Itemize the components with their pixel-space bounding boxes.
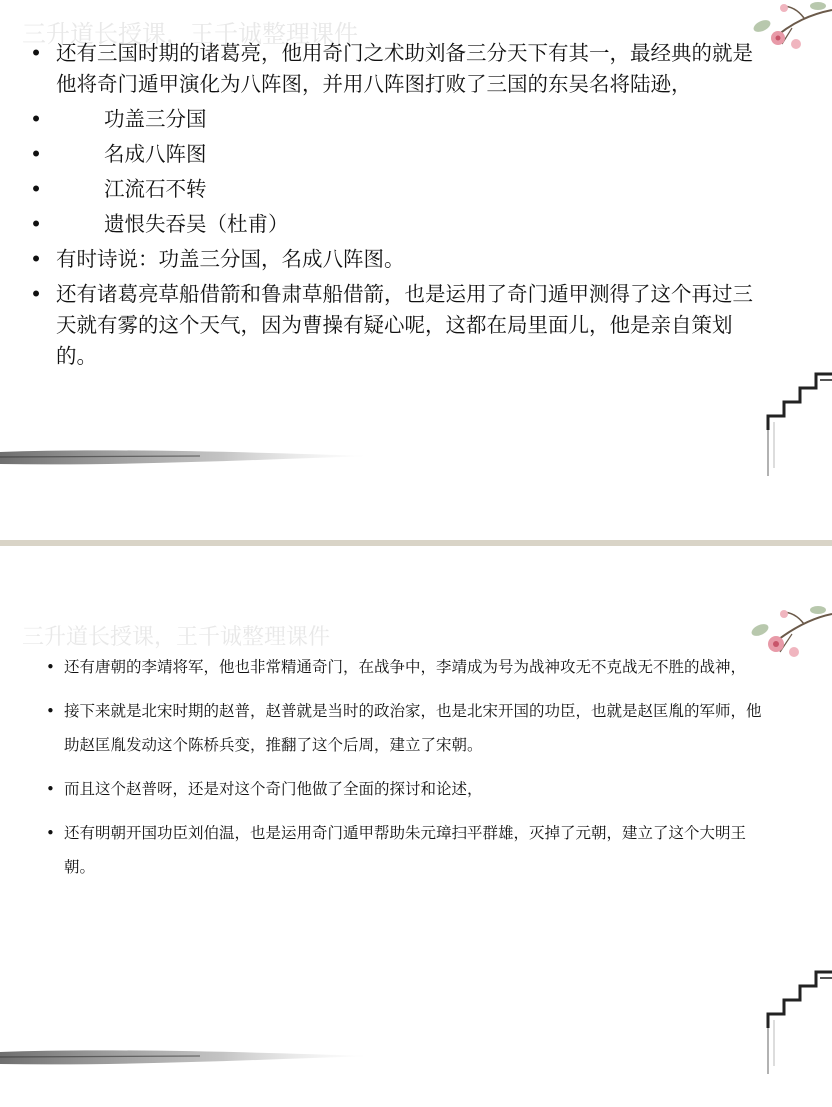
ink-brush-stroke-icon bbox=[0, 444, 370, 470]
bullet-list bbox=[30, 38, 770, 376]
bullet-list bbox=[46, 650, 766, 894]
bullet-dot: • bbox=[30, 212, 43, 236]
bullet-dot: • bbox=[30, 282, 43, 306]
bullet-item bbox=[46, 816, 766, 884]
bullet-text: 而且这个赵普呀，还是对这个奇门他做了全面的探讨和论述， bbox=[64, 780, 483, 798]
slide-2 bbox=[0, 546, 832, 1107]
bullet-item bbox=[30, 244, 770, 275]
bullet-item bbox=[30, 38, 770, 100]
bullet-item bbox=[30, 279, 770, 372]
bullet-dot: • bbox=[46, 780, 55, 798]
watermark-text: 三升道长授课，王千诚整理课件 bbox=[22, 625, 331, 650]
bullet-dot: • bbox=[46, 702, 55, 720]
bullet-item bbox=[30, 174, 770, 205]
bullet-item bbox=[30, 104, 770, 135]
bullet-item bbox=[46, 650, 766, 684]
bullet-item bbox=[30, 139, 770, 170]
bullet-text: 有时诗说：功盖三分国，名成八阵图。 bbox=[56, 247, 405, 271]
bullet-dot: • bbox=[30, 177, 43, 201]
slide-1 bbox=[0, 0, 832, 540]
bullet-dot: • bbox=[46, 658, 55, 676]
bullet-dot: • bbox=[30, 41, 43, 65]
bullet-item bbox=[46, 694, 766, 762]
bullet-dot: • bbox=[46, 824, 55, 842]
bullet-text: 接下来就是北宋时期的赵普，赵普就是当时的政治家，也是北宋开国的功臣，也就是赵匡胤的军师，他助赵匡胤发动这个陈桥兵变，推翻了这个后周，建立了宋朝。 bbox=[64, 702, 762, 754]
watermark-text: 三升道长授课，王千诚整理课件 bbox=[22, 20, 358, 48]
bullet-text: 遗恨失吞吴（杜甫） bbox=[104, 212, 289, 236]
bullet-dot: • bbox=[30, 107, 43, 131]
bullet-item bbox=[30, 209, 770, 240]
bullet-item bbox=[46, 772, 766, 806]
bullet-dot: • bbox=[30, 142, 43, 166]
bullet-dot: • bbox=[30, 247, 43, 271]
ink-brush-stroke-icon bbox=[0, 1044, 370, 1070]
bullet-text: 江流石不转 bbox=[104, 177, 207, 201]
bullet-text: 功盖三分国 bbox=[104, 107, 207, 131]
bullet-text: 还有三国时期的诸葛亮，他用奇门之术助刘备三分天下有其一，最经典的就是他将奇门遁甲演化为八阵图，并用八阵图打败了三国的东吴名将陆逊， bbox=[56, 41, 753, 96]
bullet-text: 名成八阵图 bbox=[104, 142, 207, 166]
bullet-text: 还有诸葛亮草船借箭和鲁肃草船借箭，也是运用了奇门遁甲测得了这个再过三天就有雾的这个天气，因为曹操有疑心呢，这都在局里面儿，他是亲自策划的。 bbox=[56, 282, 753, 368]
bullet-text: 还有唐朝的李靖将军，他也非常精通奇门，在战争中，李靖成为号为战神攻无不克战无不胜的战神， bbox=[64, 658, 747, 676]
ink-stairs-icon bbox=[760, 368, 832, 478]
ink-stairs-icon bbox=[760, 966, 832, 1076]
bullet-text: 还有明朝开国功臣刘伯温，也是运用奇门遁甲帮助朱元璋扫平群雄，灭掉了元朝，建立了这个大明王朝。 bbox=[64, 824, 747, 876]
